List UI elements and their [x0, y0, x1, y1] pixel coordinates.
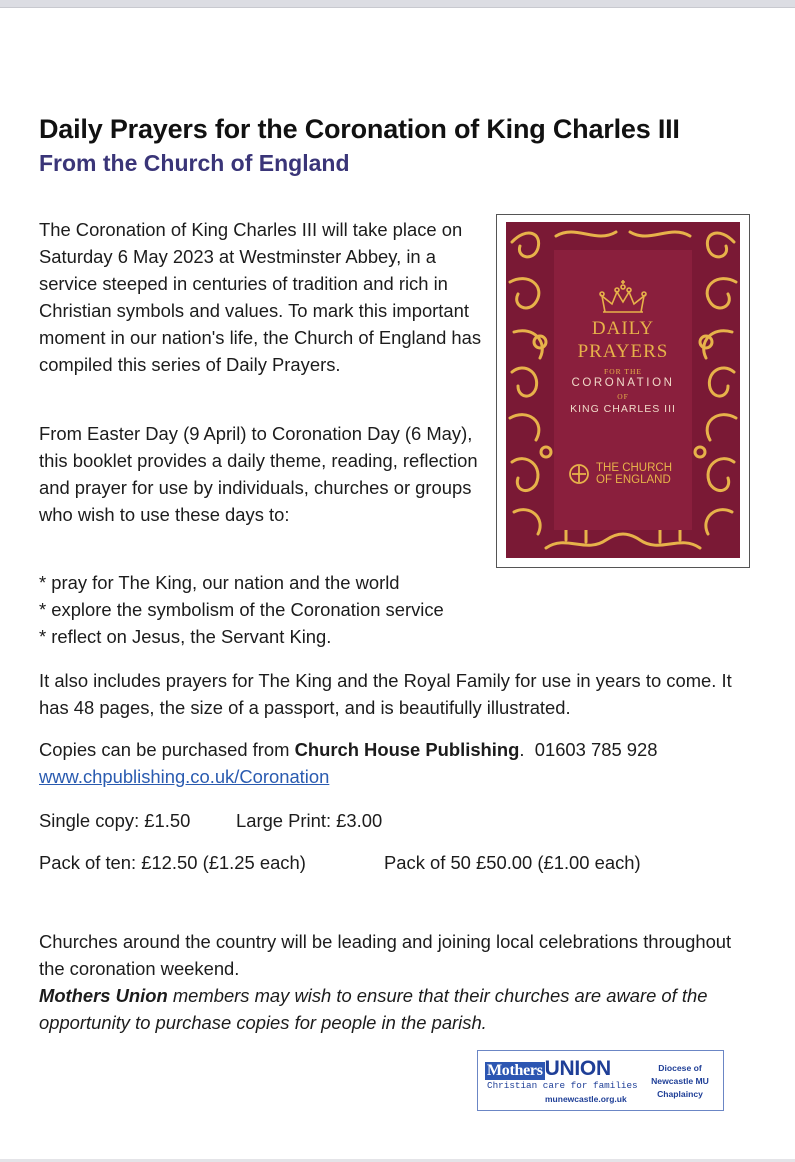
coe-line-2: OF ENGLAND — [596, 474, 671, 486]
includes-paragraph: It also includes prayers for The King and the Royal Family for use in years to come. It has 48 pages, the size of a passport, and is beautifully illustrated. — [39, 670, 732, 718]
cover-title-prayers: PRAYERS — [577, 341, 669, 362]
bullet-list — [39, 569, 559, 650]
booklet-paragraph: From Easter Day (9 April) to Coronation Day (6 May), this booklet provides a daily theme, reading, reflection and prayer for use by individuals, churches or groups who wish to use these days to: — [39, 423, 478, 525]
price-pack-fifty: Pack of 50 £50.00 (£1.00 each) — [384, 852, 641, 873]
mu-union: UNION — [544, 1057, 611, 1080]
purchase-suffix: . — [519, 739, 525, 760]
cover-king: KING CHARLES III — [570, 403, 676, 415]
list-item: * explore the symbolism of the Coronation service — [39, 599, 444, 620]
purchase-prefix: Copies can be purchased from — [39, 739, 295, 760]
intro-paragraph: The Coronation of King Charles III will take place on Saturday 6 May 2023 at Westminster Abbey, in a service steeped in centuries of tradition and rich in Christian symbols and values. To mark this important moment in our nation's life, the Church of England has compiled this series of Daily Prayers. — [39, 219, 482, 375]
publisher-name: Church House Publishing — [294, 739, 520, 760]
church-of-england-logo-icon — [568, 462, 594, 488]
publisher-link[interactable]: www.chpublishing.co.uk/Coronation — [39, 766, 330, 787]
coe-text — [596, 462, 672, 486]
mothers-union-logo — [477, 1050, 724, 1111]
price-pack-ten: Pack of ten: £12.50 (£1.25 each) — [39, 852, 306, 873]
mu-diocese-line: Newcastle MU — [651, 1076, 709, 1086]
book-cover — [506, 222, 740, 558]
cover-of: OF — [617, 392, 629, 401]
closing-mu-text: members may wish to ensure that their churches are aware of the opportunity to purchase copies for people in the parish. — [39, 985, 708, 1033]
closing-paragraph — [39, 928, 759, 1036]
coe-line-1: THE CHURCH — [596, 462, 673, 474]
mu-diocese — [640, 1062, 720, 1101]
list-item: * reflect on Jesus, the Servant King. — [39, 626, 332, 647]
list-item: * pray for The King, our nation and the world — [39, 572, 400, 593]
phone-number: 01603 785 928 — [534, 739, 658, 760]
price-single: Single copy: £1.50 — [39, 810, 191, 831]
church-of-england-logo — [566, 462, 686, 492]
mu-url: munewcastle.org.uk — [545, 1094, 627, 1104]
mu-tagline: Christian care for families — [487, 1080, 638, 1091]
page-title: Daily Prayers for the Coronation of King Charles III — [39, 114, 680, 144]
mothers-union-bold: Mothers Union — [39, 985, 168, 1006]
mu-diocese-line: Diocese of — [658, 1063, 702, 1073]
mu-mothers: Mothers — [487, 1062, 543, 1079]
price-large-print: Large Print: £3.00 — [236, 810, 383, 831]
mu-diocese-line: Chaplaincy — [657, 1089, 703, 1099]
crown-icon — [506, 222, 740, 558]
cover-title-daily: DAILY — [591, 318, 655, 339]
cover-for-the: FOR THE — [604, 367, 642, 376]
cover-coronation: CORONATION — [571, 377, 675, 389]
page-subtitle: From the Church of England — [39, 150, 350, 176]
window-top-bar — [0, 0, 795, 8]
mu-wordmark — [485, 1057, 611, 1081]
purchase-paragraph — [39, 736, 759, 790]
closing-line: Churches around the country will be leading and joining local celebrations throughout the coronation weekend. — [39, 931, 732, 979]
